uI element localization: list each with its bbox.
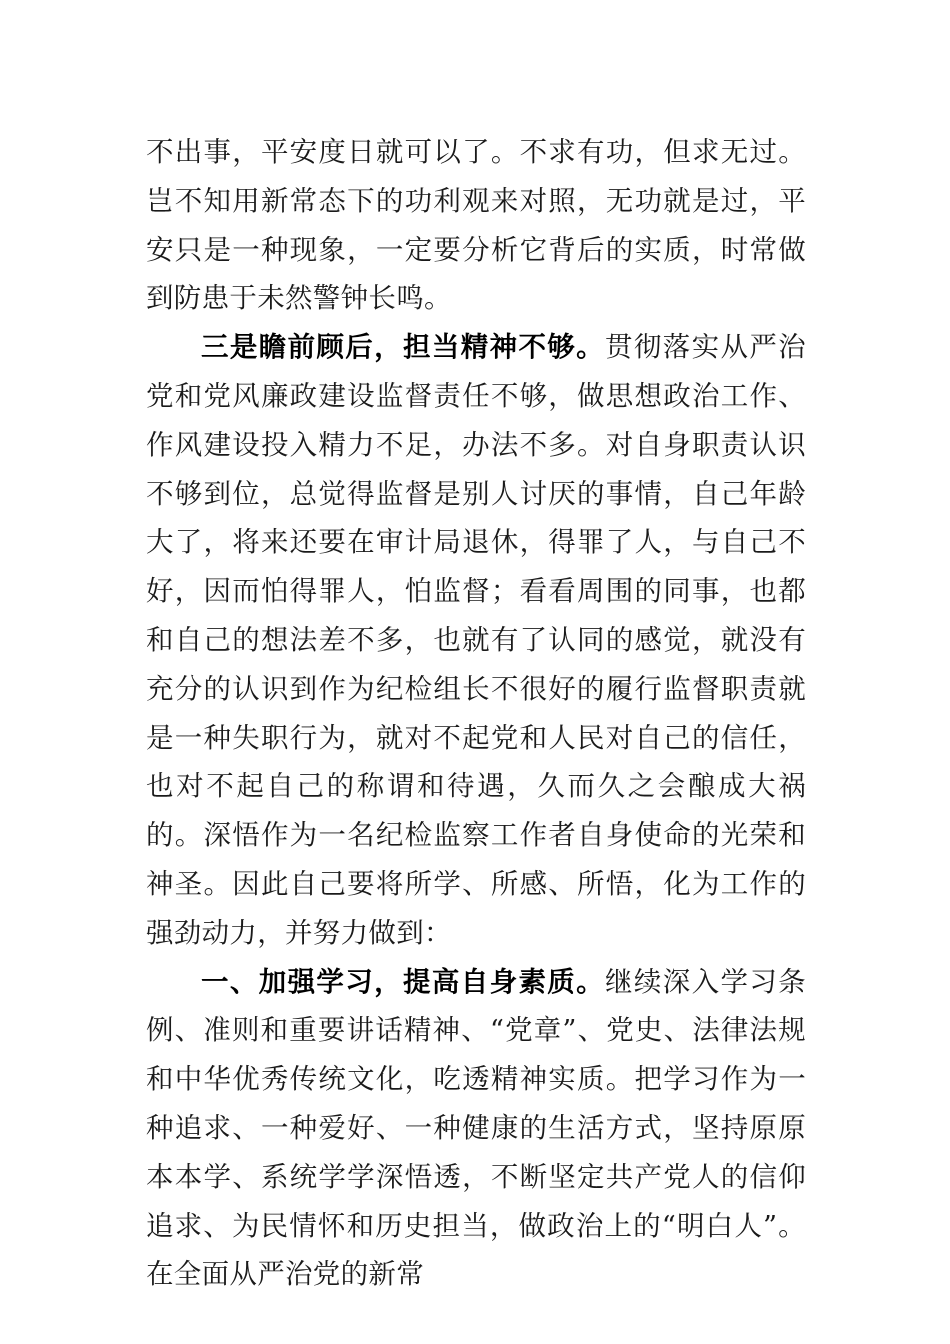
paragraph-text: 不出事，平安度日就可以了。不求有功，但求无过。岂不知用新常态下的功利观来对照，无功就是过，平安只是一种现象，一定要分析它背后的实质，时常做到防患于未然警钟长鸣。 [146, 136, 806, 315]
paragraph-measure-one [146, 958, 806, 1300]
paragraph-text: 贯彻落实从严治党和党风廉政建设监督责任不够，做思想政治工作、作风建设投入精力不足，办法不多。对自身职责认识不够到位，总觉得监督是别人讨厌的事情，自己年龄大了，将来还要在审计局退休，得罪了人，与自己不好，因而怕得罪人，怕监督；看看周围的同事，也都和自己的想法差不多，也就有了认同的感觉，就没有充分的认识到作为纪检组长不很好的履行监督职责就是一种失职行为，就对不起党和人民对自己的信任，也对不起自己的称谓和待遇，久而久之会酿成大祸的。深悟作为一名纪检监察工作者自身使命的光荣和神圣。因此自己要将所学、所感、所悟，化为工作的强劲动力，并努力做到： [146, 331, 806, 949]
paragraph-continuation [146, 128, 806, 323]
document-body [146, 128, 806, 1299]
paragraph-heading: 三是瞻前顾后，担当精神不够。 [201, 331, 606, 364]
paragraph-point-three [146, 323, 806, 957]
paragraph-heading: 一、加强学习，提高自身素质。 [201, 965, 606, 998]
paragraph-text: 继续深入学习条例、准则和重要讲话精神、“党章”、党史、法律法规和中华优秀传统文化，吃透精神实质。把学习作为一种追求、一种爱好、一种健康的生活方式，坚持原原本本学、系统学学深悟透，不断坚定共产党人的信仰追求、为民情怀和历史担当，做政治上的“明白人”。在全面从严治党的新常 [146, 965, 806, 1291]
